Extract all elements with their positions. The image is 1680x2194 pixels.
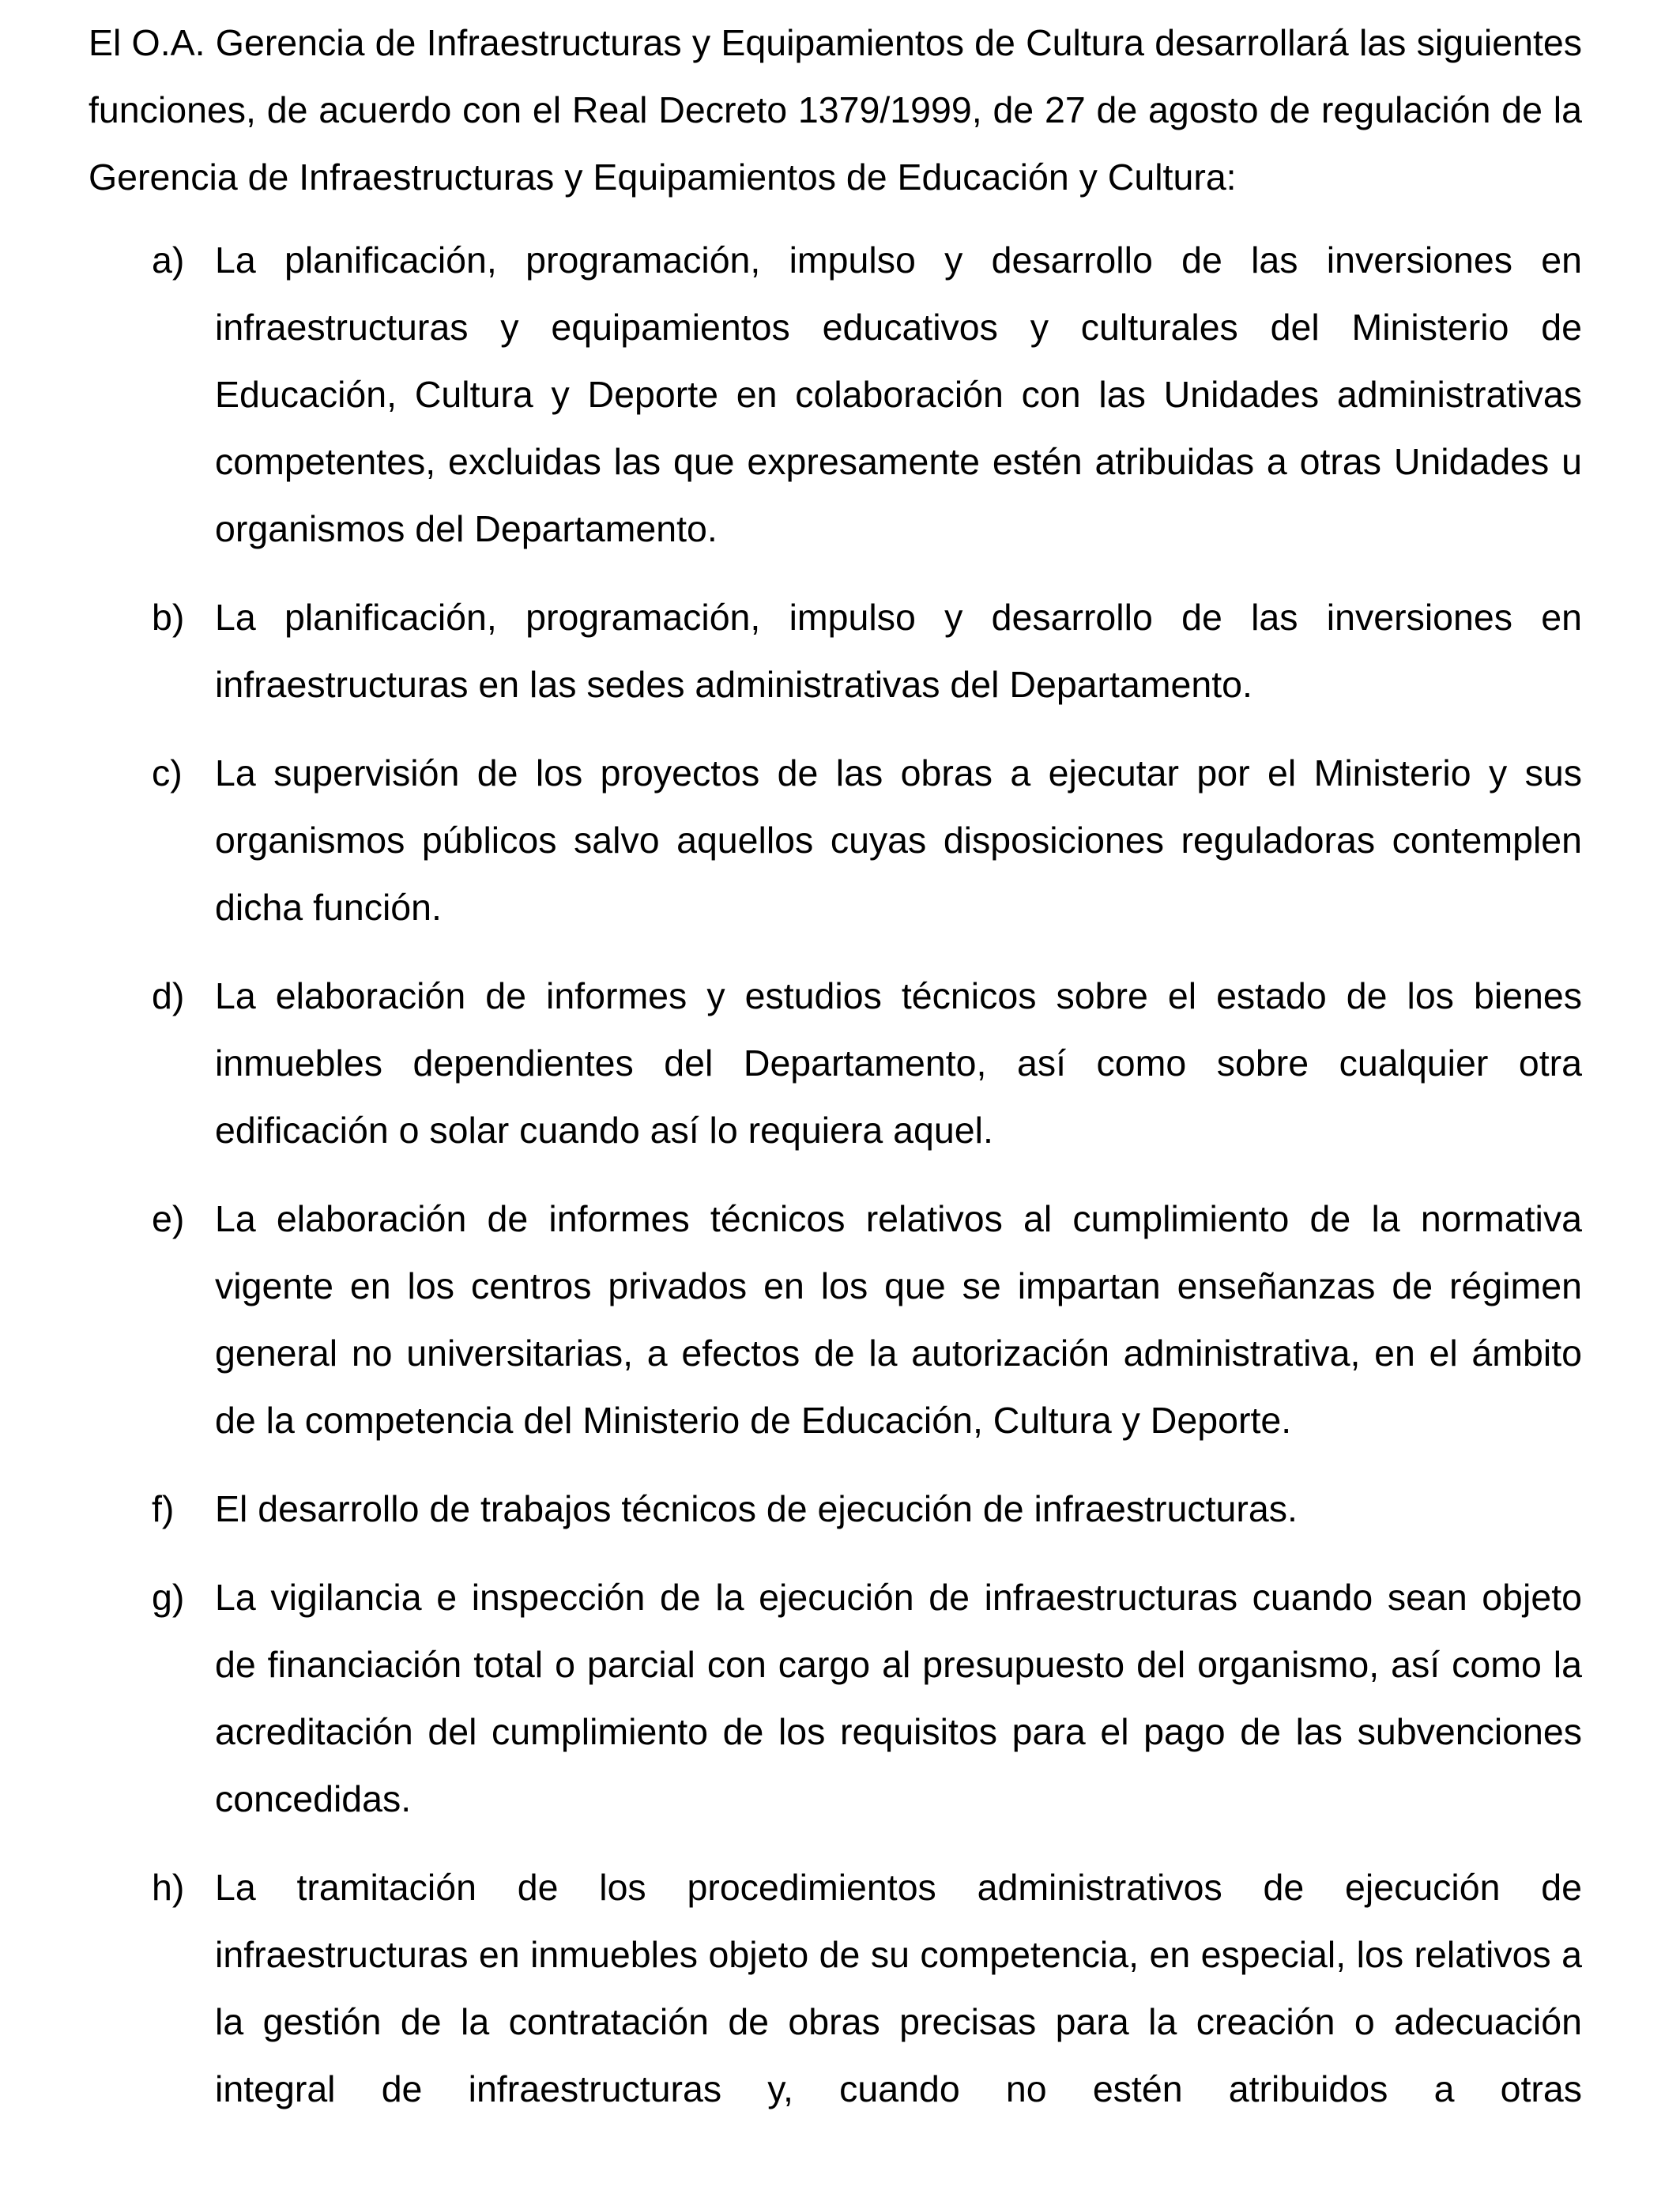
item-letter: c) — [152, 752, 183, 794]
intro-paragraph: El O.A. Gerencia de Infraestructuras y Equipamientos de Cultura desarrollará las siguientes funciones, de acuerdo con el Real Decreto 1379/1999, de 27 de agosto de regulación de la Gerencia de Infraestructuras y Equipamientos de Educación y Cultura: — [89, 22, 1582, 198]
list-item-f — [89, 1476, 1582, 1543]
item-text: La planificación, programación, impulso y desarrollo de las inversiones en infraestructuras en las sedes administrativas del Departamento. — [215, 597, 1582, 705]
item-letter: e) — [152, 1198, 185, 1239]
item-text: La tramitación de los procedimientos administrativos de ejecución de infraestructuras en inmuebles objeto de su competencia, en especial, los relativos a la gestión de la contratación de obras precisas para la creación o adecuación integral de infraestructuras y, cuando no estén atribuidos a otras — [215, 1867, 1582, 2109]
list-item-e — [89, 1186, 1582, 1454]
item-letter: g) — [152, 1577, 185, 1618]
list-item-h — [89, 1854, 1582, 2123]
item-text: La supervisión de los proyectos de las obras a ejecutar por el Ministerio y sus organismos públicos salvo aquellos cuyas disposiciones reguladoras contemplen dicha función. — [215, 752, 1582, 928]
list-item-c — [89, 740, 1582, 941]
item-letter: a) — [152, 239, 185, 281]
item-text: La elaboración de informes y estudios técnicos sobre el estado de los bienes inmuebles dependientes del Departamento, así como sobre cualquier otra edificación o solar cuando así lo requiera aquel. — [215, 975, 1582, 1151]
item-letter: f) — [152, 1488, 175, 1529]
list-item-b — [89, 584, 1582, 718]
list-item-g — [89, 1564, 1582, 1833]
document-page — [89, 9, 1582, 2144]
item-letter: b) — [152, 597, 185, 638]
item-text: La vigilancia e inspección de la ejecución de infraestructuras cuando sean objeto de financiación total o parcial con cargo al presupuesto del organismo, así como la acreditación del cumplimiento de los requisitos para el pago de las subvenciones concedidas. — [215, 1577, 1582, 1819]
item-text: El desarrollo de trabajos técnicos de ejecución de infraestructuras. — [215, 1488, 1298, 1529]
item-text: La planificación, programación, impulso y desarrollo de las inversiones en infraestructuras y equipamientos educativos y culturales del Ministerio de Educación, Cultura y Deporte en colaboración con las Unidades administrativas competentes, excluidas las que expresamente estén atribuidas a otras Unidades u organismos del Departamento. — [215, 239, 1582, 549]
item-letter: d) — [152, 975, 185, 1016]
list-item-a — [89, 227, 1582, 563]
item-text: La elaboración de informes técnicos relativos al cumplimiento de la normativa vigente en los centros privados en los que se impartan enseñanzas de régimen general no universitarias, a efectos de la autorización administrativa, en el ámbito de la competencia del Ministerio de Educación, Cultura y Deporte. — [215, 1198, 1582, 1441]
item-letter: h) — [152, 1867, 185, 1908]
list-item-d — [89, 963, 1582, 1164]
